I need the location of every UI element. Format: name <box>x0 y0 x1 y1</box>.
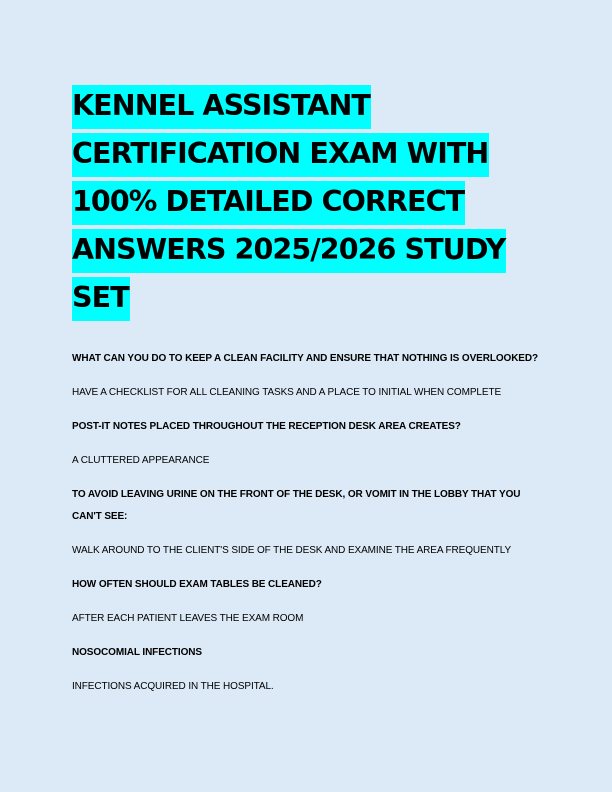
answer-4: AFTER EACH PATIENT LEAVES THE EXAM ROOM <box>72 613 304 624</box>
question-4: HOW OFTEN SHOULD EXAM TABLES BE CLEANED? <box>72 579 322 590</box>
qa-list <box>72 348 547 698</box>
title-line-3: 100% DETAILED CORRECT <box>72 181 465 225</box>
title-line-2: CERTIFICATION EXAM WITH <box>72 133 489 177</box>
document-header <box>72 84 542 324</box>
title-line-1: KENNEL ASSISTANT <box>72 85 371 129</box>
question-3: TO AVOID LEAVING URINE ON THE FRONT OF THE DESK, OR VOMIT IN THE LOBBY THAT YOU CAN'T SEE: <box>72 489 521 522</box>
title-line-4: ANSWERS 2025/2026 STUDY <box>72 229 506 273</box>
question-2: POST-IT NOTES PLACED THROUGHOUT THE RECEPTION DESK AREA CREATES? <box>72 421 461 432</box>
answer-5: INFECTIONS ACQUIRED IN THE HOSPITAL. <box>72 681 274 692</box>
question-1: WHAT CAN YOU DO TO KEEP A CLEAN FACILITY AND ENSURE THAT NOTHING IS OVERLOOKED? <box>72 353 539 364</box>
title-line-5: SET <box>72 277 130 321</box>
answer-3: WALK AROUND TO THE CLIENT'S SIDE OF THE DESK AND EXAMINE THE AREA FREQUENTLY <box>72 545 512 556</box>
document-title <box>72 84 542 324</box>
question-5: NOSOCOMIAL INFECTIONS <box>72 647 202 658</box>
answer-2: A CLUTTERED APPEARANCE <box>72 455 210 466</box>
answer-1: HAVE A CHECKLIST FOR ALL CLEANING TASKS AND A PLACE TO INITIAL WHEN COMPLETE <box>72 387 502 398</box>
